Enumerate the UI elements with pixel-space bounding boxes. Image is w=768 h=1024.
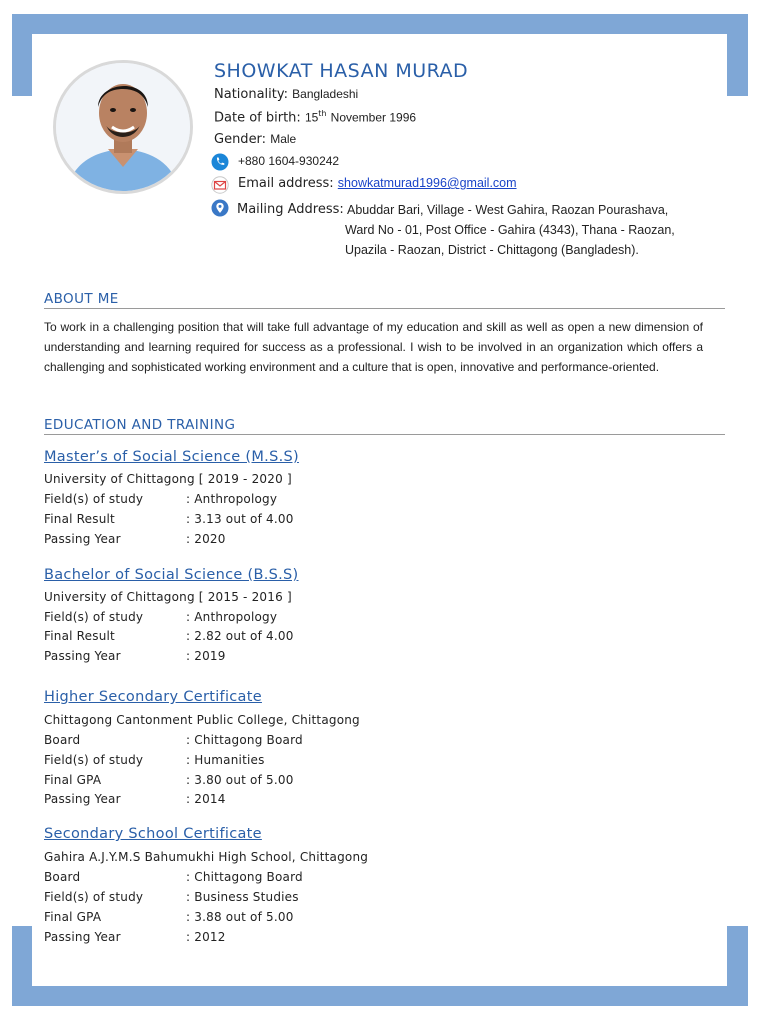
frame-right-bottom	[727, 926, 748, 1006]
dob-line	[214, 109, 416, 125]
nationality-line	[214, 87, 358, 102]
table-row	[44, 890, 299, 904]
table-row	[44, 753, 265, 767]
row-key: Field(s) of study	[44, 753, 144, 767]
degree-title-hsc: Higher Secondary Certificate	[44, 689, 262, 705]
institution-ssc: Gahira A.J.Y.M.S Bahumukhi High School, Chittagong	[44, 850, 369, 864]
row-value: : Anthropology	[186, 492, 278, 506]
table-row	[44, 733, 303, 747]
location-pin-icon	[211, 199, 229, 217]
about-heading: ABOUT ME	[44, 291, 725, 309]
frame-bottom	[12, 986, 748, 1006]
row-key: Final Result	[44, 629, 115, 643]
degree-title-mss: Master’s of Social Science (M.S.S)	[44, 449, 299, 465]
email-icon	[211, 176, 229, 194]
table-row	[44, 610, 277, 624]
dob-suffix: th	[318, 109, 327, 118]
address-line-1: Abuddar Bari, Village - West Gahira, Raozan Pourashava,	[347, 203, 669, 217]
row-key: Passing Year	[44, 532, 121, 546]
nationality-value: Bangladeshi	[292, 87, 359, 101]
institution-hsc: Chittagong Cantonment Public College, Chittagong	[44, 713, 360, 727]
gender-line	[214, 132, 296, 147]
email-link[interactable]: showkatmurad1996@gmail.com	[337, 176, 517, 190]
frame-left-top	[12, 14, 32, 96]
row-value: : 3.88 out of 5.00	[186, 910, 294, 924]
table-row	[44, 512, 294, 526]
table-row	[44, 792, 226, 806]
row-key: Field(s) of study	[44, 610, 144, 624]
table-row	[44, 649, 226, 663]
address-line-3: Upazila - Raozan, District - Chittagong (Bangladesh).	[345, 243, 639, 257]
row-key: Final GPA	[44, 910, 102, 924]
row-key: Field(s) of study	[44, 492, 144, 506]
institution-mss: University of Chittagong [ 2019 - 2020 ]	[44, 472, 292, 486]
profile-photo	[53, 60, 193, 194]
row-key: Final Result	[44, 512, 115, 526]
address-label-line	[237, 202, 344, 217]
gender-label: Gender:	[214, 132, 267, 147]
address-line-2: Ward No - 01, Post Office - Gahira (4343), Thana - Raozan,	[345, 223, 675, 237]
table-row	[44, 930, 226, 944]
education-heading: EDUCATION AND TRAINING	[44, 417, 725, 435]
row-value: : 2020	[186, 532, 226, 546]
about-text: To work in a challenging position that will take full advantage of my education and skill as well as open a new dimension of understanding and learning required for success as a professional. I wish to be involved in an organization which offers a challenging and sophisticated working environment and a culture that is open, innovative and performance-oriented.	[44, 320, 703, 374]
row-key: Board	[44, 733, 81, 747]
phone-number	[238, 154, 339, 169]
email-label: Email address:	[238, 176, 334, 191]
row-value: : Business Studies	[186, 890, 299, 904]
nationality-label: Nationality:	[214, 87, 289, 102]
frame-top	[12, 14, 748, 34]
row-value: : Anthropology	[186, 610, 278, 624]
table-row	[44, 870, 303, 884]
row-value: : 3.13 out of 4.00	[186, 512, 294, 526]
row-value: : 2012	[186, 930, 226, 944]
table-row	[44, 532, 226, 546]
gender-value: Male	[270, 132, 297, 146]
email-line	[238, 176, 517, 191]
address-label: Mailing Address:	[237, 202, 344, 217]
row-key: Final GPA	[44, 773, 102, 787]
row-value: : 3.80 out of 5.00	[186, 773, 294, 787]
phone-value: +880 1604-930242	[238, 154, 340, 168]
row-value: : 2014	[186, 792, 226, 806]
row-key: Passing Year	[44, 930, 121, 944]
table-row	[44, 492, 277, 506]
row-key: Passing Year	[44, 649, 121, 663]
phone-icon	[211, 153, 229, 171]
row-value: : 2019	[186, 649, 226, 663]
row-key: Board	[44, 870, 81, 884]
table-row	[44, 910, 294, 924]
degree-title-ssc: Secondary School Certificate	[44, 826, 262, 842]
row-key: Passing Year	[44, 792, 121, 806]
row-value: : Humanities	[186, 753, 265, 767]
table-row	[44, 629, 294, 643]
row-key: Field(s) of study	[44, 890, 144, 904]
candidate-name: SHOWKAT HASAN MURAD	[214, 60, 469, 82]
dob-day: 15	[304, 110, 319, 125]
institution-bss: University of Chittagong [ 2015 - 2016 ]	[44, 590, 292, 604]
table-row	[44, 773, 294, 787]
row-value: : Chittagong Board	[186, 733, 303, 747]
dob-label: Date of birth:	[214, 110, 301, 126]
frame-left-bottom	[12, 926, 32, 1006]
row-value: : Chittagong Board	[186, 870, 303, 884]
frame-right-top	[727, 14, 748, 96]
dob-rest: November 1996	[330, 110, 417, 125]
degree-title-bss: Bachelor of Social Science (B.S.S)	[44, 567, 299, 583]
row-value: : 2.82 out of 4.00	[186, 629, 294, 643]
